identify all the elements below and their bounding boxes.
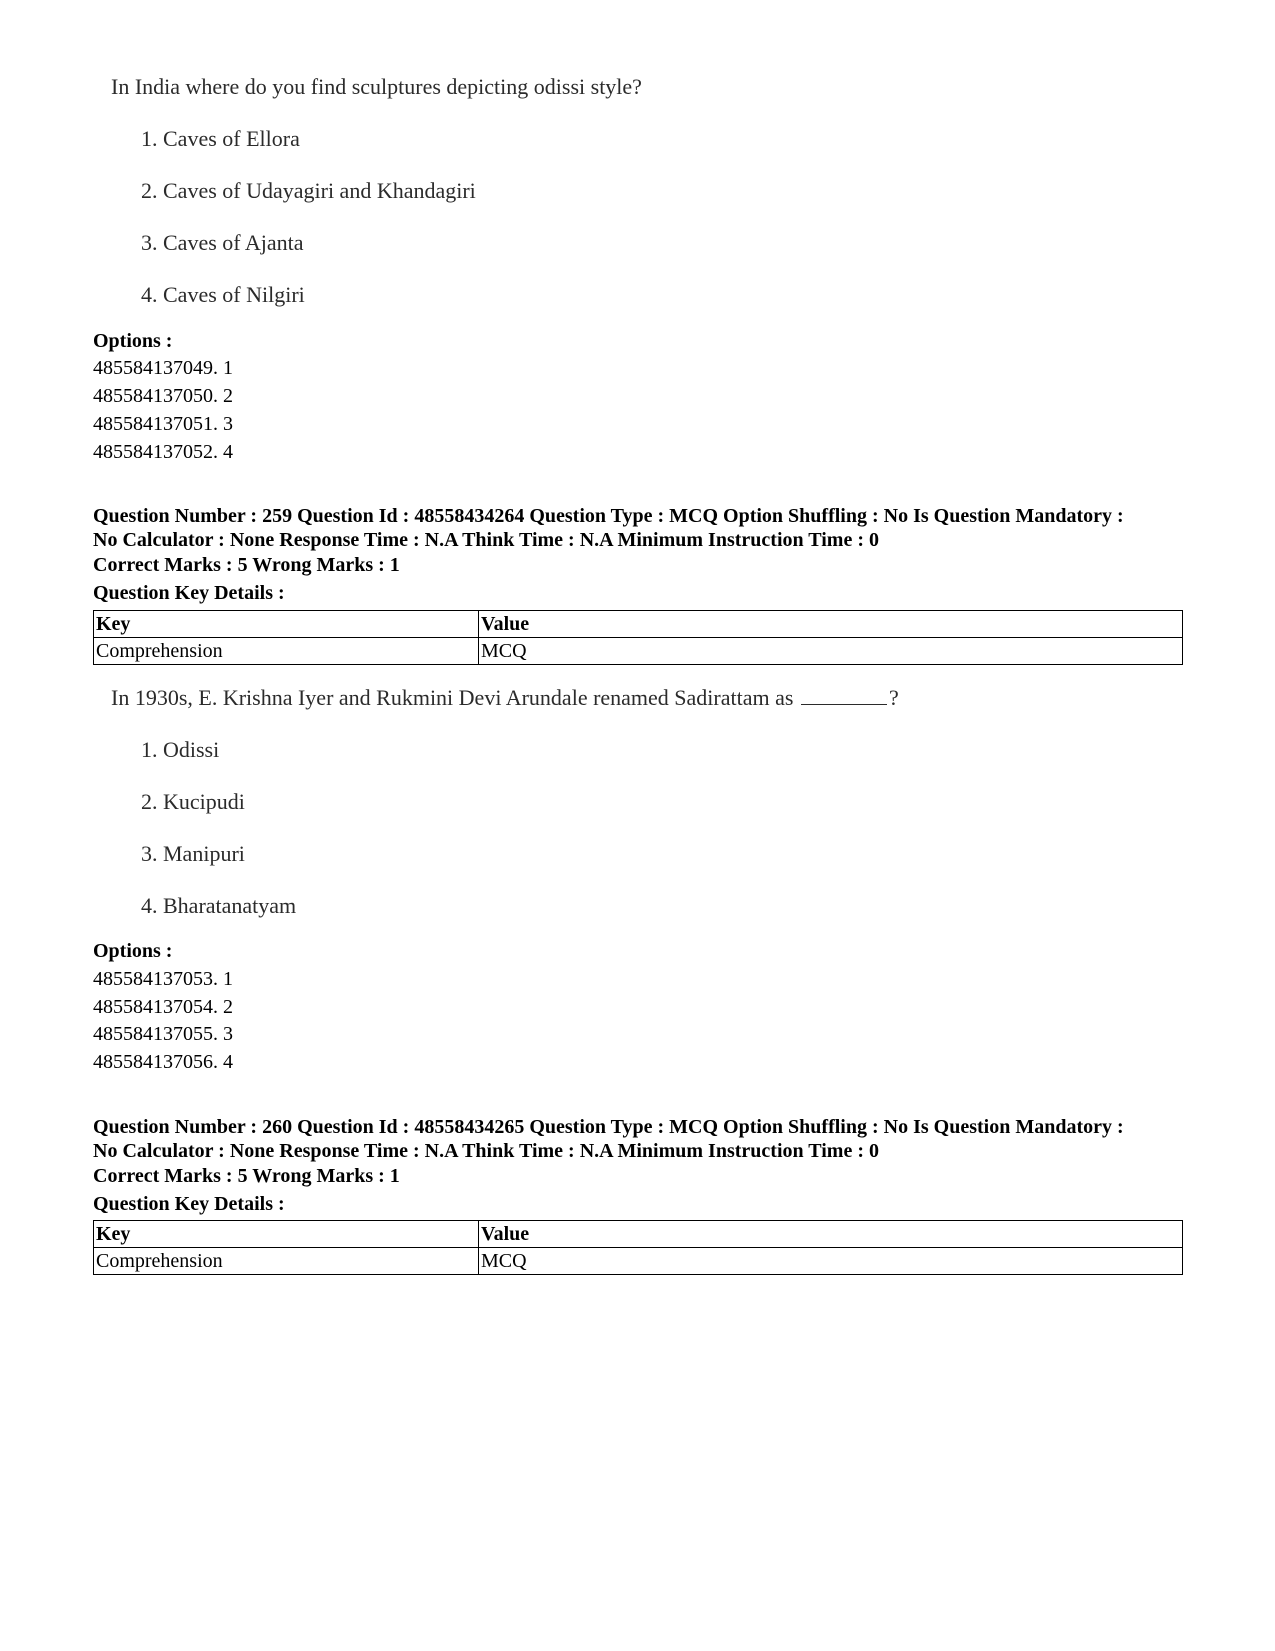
table-header-row [94,1221,1183,1248]
option-item: 485584137053. 1 [93,968,233,990]
option-item: 485584137049. 1 [93,357,233,379]
question-meta [93,504,1193,552]
table-cell-key: Comprehension [94,1248,479,1275]
question-stem-end: ? [888,685,899,710]
table-header-row [94,611,1183,638]
answer-blank [801,686,887,705]
table-header-key: Key [94,611,479,638]
table-cell-value: MCQ [479,638,1183,665]
choice-item: 2. Kucipudi [141,789,245,814]
choice-item: 2. Caves of Udayagiri and Khandagiri [141,178,476,203]
choice-item: 1. Odissi [141,737,220,762]
table-header-value: Value [479,1221,1183,1248]
table-header-value: Value [479,611,1183,638]
key-details-label: Question Key Details : [93,582,285,604]
choice-item: 3. Caves of Ajanta [141,230,304,255]
question-stem-text: In 1930s, E. Krishna Iyer and Rukmini Devi Arundale renamed Sadirattam as [111,685,794,710]
option-item: 485584137051. 3 [93,413,233,435]
marks-line: Correct Marks : 5 Wrong Marks : 1 [93,554,400,576]
table-header-key: Key [94,1221,479,1248]
key-details-table [93,610,1183,665]
question-meta-line: Question Number : 259 Question Id : 48558434264 Question Type : MCQ Option Shuffling : No Is Question Mandatory : [93,505,1124,527]
question-meta-line: No Calculator : None Response Time : N.A Think Time : N.A Minimum Instruction Time : 0 [93,529,879,551]
table-row [94,1248,1183,1275]
option-item: 485584137052. 4 [93,441,233,463]
option-item: 485584137056. 4 [93,1051,233,1073]
choice-item: 1. Caves of Ellora [141,126,300,151]
option-item: 485584137050. 2 [93,385,233,407]
option-item: 485584137055. 3 [93,1023,233,1045]
table-cell-key: Comprehension [94,638,479,665]
question-meta-line: Question Number : 260 Question Id : 48558434265 Question Type : MCQ Option Shuffling : No Is Question Mandatory : [93,1116,1124,1138]
question-meta [93,1115,1193,1163]
choice-item: 3. Manipuri [141,841,245,866]
question-stem: In India where do you find sculptures depicting odissi style? [111,74,642,99]
key-details-label: Question Key Details : [93,1193,285,1215]
question-meta-line: No Calculator : None Response Time : N.A Think Time : N.A Minimum Instruction Time : 0 [93,1140,879,1162]
options-label: Options : [93,330,173,352]
marks-line: Correct Marks : 5 Wrong Marks : 1 [93,1165,400,1187]
options-label: Options : [93,940,173,962]
key-details-table [93,1220,1183,1275]
choice-item: 4. Bharatanatyam [141,893,297,918]
question-stem [111,685,899,711]
table-cell-value: MCQ [479,1248,1183,1275]
option-item: 485584137054. 2 [93,996,233,1018]
table-row [94,638,1183,665]
choice-item: 4. Caves of Nilgiri [141,282,305,307]
